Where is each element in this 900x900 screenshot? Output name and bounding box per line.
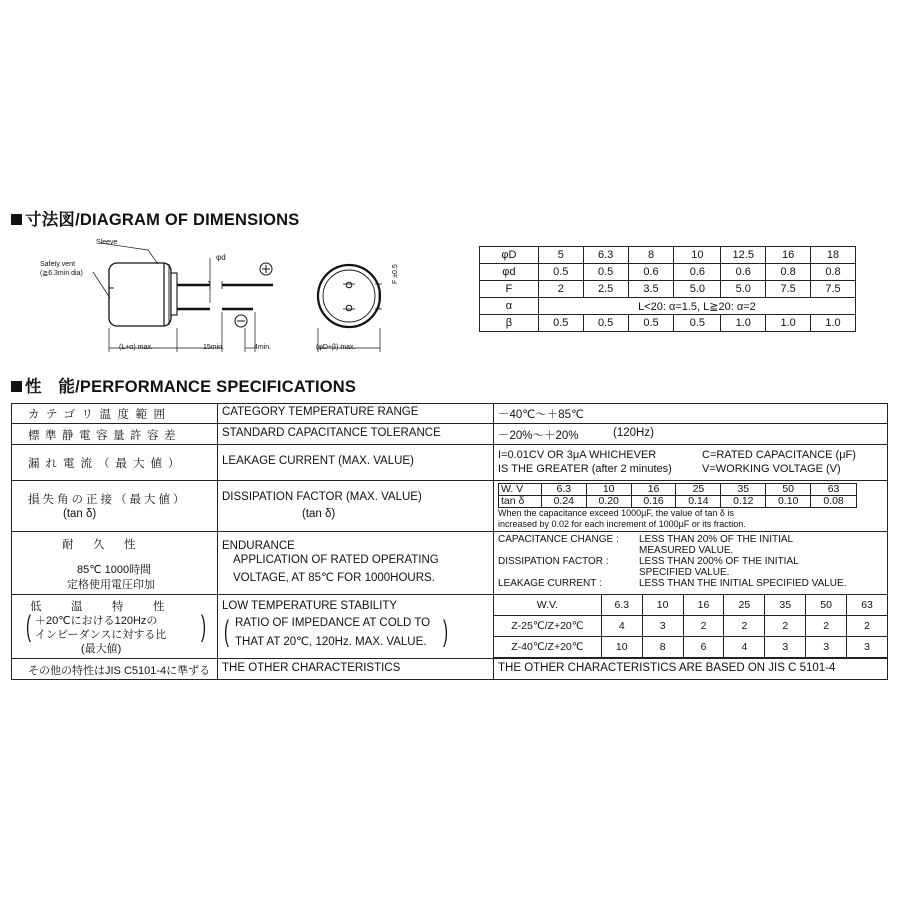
cat-temp-value: －40℃～＋85℃ bbox=[498, 409, 584, 421]
table-row: β 0.5 0.5 0.5 0.5 1.0 1.0 1.0 bbox=[480, 315, 856, 332]
table-row: φD 5 6.3 8 10 12.5 16 18 bbox=[480, 247, 856, 264]
other-en: THE OTHER CHARACTERISTICS bbox=[222, 662, 401, 674]
endurance-jp: 耐 久 性 bbox=[62, 539, 140, 551]
dissipation-jp: 損失角の正接（最大値） bbox=[28, 494, 188, 506]
low-temp-en: LOW TEMPERATURE STABILITY bbox=[222, 600, 398, 612]
dissipation-jp-sub: (tan δ) bbox=[63, 508, 97, 520]
left-paren-icon: ( bbox=[26, 610, 31, 643]
endurance-en: ENDURANCE bbox=[222, 540, 295, 552]
dissipation-en-sub: (tan δ) bbox=[302, 508, 336, 520]
leakage-en: LEAKAGE CURRENT (MAX. VALUE) bbox=[222, 455, 414, 467]
leakage-formula: I=0.01CV OR 3μA WHICHEVER bbox=[498, 449, 657, 461]
cap-tol-freq: (120Hz) bbox=[613, 427, 654, 439]
other-value: THE OTHER CHARACTERISTICS ARE BASED ON JIS C 5101-4 bbox=[498, 662, 836, 674]
dissipation-note-2: increased by 0.02 for each increment of 1000μF or its fraction. bbox=[498, 519, 746, 529]
table-row: Z-40℃/Z+20℃ 10 8 6 4 3 3 3 bbox=[494, 637, 888, 658]
dia-max-label: (φD+β) max. bbox=[316, 344, 356, 351]
performance-heading: 性 能/PERFORMANCE SPECIFICATIONS bbox=[11, 373, 356, 397]
endurance-jp-2: 85℃ 1000時間 bbox=[77, 564, 152, 576]
length-label: (L+α) max. bbox=[119, 344, 153, 351]
leakage-def-c: C=RATED CAPACITANCE (μF) bbox=[702, 449, 856, 461]
safety-vent-label: Safety vent bbox=[40, 261, 76, 268]
low-temp-en-2: RATIO OF IMPEDANCE AT COLD TO bbox=[235, 617, 431, 629]
cap-tol-jp: 標準静電容量許容差 bbox=[28, 430, 181, 442]
low-temp-table bbox=[493, 594, 888, 658]
low-temp-jp-3: インピーダンスに対する比 bbox=[35, 629, 167, 641]
cat-temp-jp: カテゴリ温度範囲 bbox=[28, 409, 172, 421]
dissipation-table bbox=[498, 483, 857, 508]
table-row: tan δ 0.24 0.20 0.16 0.14 0.12 0.10 0.08 bbox=[499, 496, 857, 508]
endurance-en-2: APPLICATION OF RATED OPERATING bbox=[233, 554, 439, 566]
table-row: W. V 6.3 10 16 25 35 50 63 bbox=[499, 484, 857, 496]
lead-15-label: 15min. bbox=[203, 344, 225, 351]
endurance-en-3: VOLTAGE, AT 85℃ FOR 1000HOURS. bbox=[233, 572, 435, 584]
left-paren-icon: ( bbox=[224, 615, 229, 648]
table-row: F 2 2.5 3.5 5.0 5.0 7.5 7.5 bbox=[480, 281, 856, 298]
dissipation-note-1: When the capacitance exceed 1000μF, the value of tan δ is bbox=[498, 508, 734, 518]
lead-4-label: 4min. bbox=[254, 344, 272, 351]
leakage-def-v: V=WORKING VOLTAGE (V) bbox=[702, 463, 841, 475]
right-paren-icon: ) bbox=[443, 615, 448, 648]
leakage-formula-2: IS THE GREATER (after 2 minutes) bbox=[498, 463, 672, 475]
table-row: α L<20: α=1.5, L≧20: α=2 bbox=[480, 298, 856, 315]
endurance-cap-key: CAPACITANCE CHANGE : bbox=[498, 534, 619, 545]
low-temp-jp: 低 温 特 性 bbox=[30, 601, 174, 613]
dissipation-en: DISSIPATION FACTOR (MAX. VALUE) bbox=[222, 491, 422, 503]
low-temp-jp-4: (最大値) bbox=[81, 643, 122, 655]
leakage-jp: 漏れ電流（最大値） bbox=[28, 458, 186, 470]
endurance-lc-val: LESS THAN THE INITIAL SPECIFIED VALUE. bbox=[639, 578, 847, 589]
right-paren-icon: ) bbox=[201, 610, 206, 643]
low-temp-en-3: THAT AT 20℃, 120Hz. MAX. VALUE. bbox=[235, 636, 427, 648]
safety-vent-size-label: (≧6.3min dia) bbox=[40, 270, 83, 277]
table-row: φd 0.5 0.5 0.6 0.6 0.6 0.8 0.8 bbox=[480, 264, 856, 281]
endurance-df-key: DISSIPATION FACTOR : bbox=[498, 556, 609, 567]
low-temp-jp-2: ＋20℃における120Hzの bbox=[35, 615, 158, 627]
cap-tol-value: －20%～＋20% bbox=[498, 430, 579, 442]
phi-d-label: φd bbox=[216, 253, 226, 262]
table-row: W.V. 6.3 10 16 25 35 50 63 bbox=[494, 595, 888, 616]
other-jp: その他の特性はJIS C5101-4に準ずる bbox=[28, 665, 211, 677]
table-row: Z-25℃/Z+20℃ 4 3 2 2 2 2 2 bbox=[494, 616, 888, 637]
cat-temp-en: CATEGORY TEMPERATURE RANGE bbox=[222, 406, 419, 418]
dimensions-heading: 寸法図/DIAGRAM OF DIMENSIONS bbox=[11, 206, 300, 230]
endurance-cap-val-2: MEASURED VALUE. bbox=[639, 545, 734, 556]
cap-tol-en: STANDARD CAPACITANCE TOLERANCE bbox=[222, 427, 441, 439]
sleeve-label: Sleeve bbox=[96, 239, 118, 246]
endurance-cap-val: LESS THAN 20% OF THE INITIAL bbox=[639, 534, 794, 545]
endurance-jp-3: 定格使用電圧印加 bbox=[67, 579, 155, 591]
endurance-df-val: LESS THAN 200% OF THE INITIAL bbox=[639, 556, 799, 567]
endurance-lc-key: LEAKAGE CURRENT : bbox=[498, 578, 602, 589]
f-pitch-label: F ±0.5 bbox=[392, 264, 399, 284]
endurance-df-val-2: SPECIFIED VALUE. bbox=[639, 567, 730, 578]
